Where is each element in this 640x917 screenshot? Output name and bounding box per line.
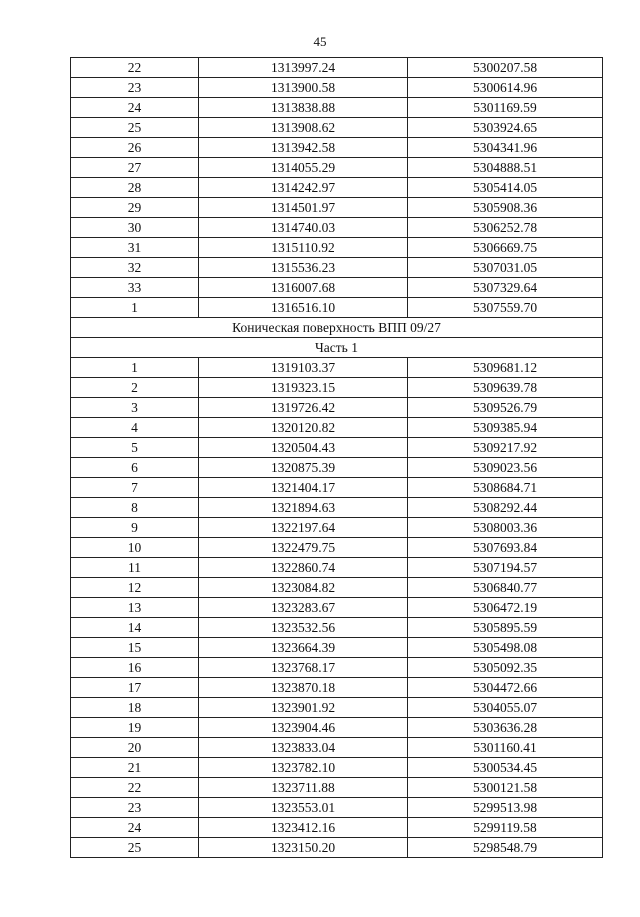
y-coordinate-cell: 5298548.79 [408, 838, 603, 858]
table-row [71, 118, 603, 138]
table-row [71, 578, 603, 598]
table-row [71, 58, 603, 78]
x-coordinate-cell: 1323664.39 [199, 638, 408, 658]
y-coordinate-cell: 5309385.94 [408, 418, 603, 438]
x-coordinate-cell: 1323084.82 [199, 578, 408, 598]
y-coordinate-cell: 5306252.78 [408, 218, 603, 238]
point-number-cell: 9 [71, 518, 199, 538]
y-coordinate-cell: 5304888.51 [408, 158, 603, 178]
table-row [71, 558, 603, 578]
table-row [71, 678, 603, 698]
point-number-cell: 33 [71, 278, 199, 298]
point-number-cell: 3 [71, 398, 199, 418]
point-number-cell: 11 [71, 558, 199, 578]
table-row [71, 238, 603, 258]
table-row [71, 178, 603, 198]
y-coordinate-cell: 5304341.96 [408, 138, 603, 158]
point-number-cell: 28 [71, 178, 199, 198]
y-coordinate-cell: 5309217.92 [408, 438, 603, 458]
point-number-cell: 17 [71, 678, 199, 698]
x-coordinate-cell: 1314242.97 [199, 178, 408, 198]
point-number-cell: 22 [71, 778, 199, 798]
table-row [71, 298, 603, 318]
coordinates-table [70, 57, 603, 858]
x-coordinate-cell: 1319323.15 [199, 378, 408, 398]
point-number-cell: 1 [71, 298, 199, 318]
point-number-cell: 16 [71, 658, 199, 678]
y-coordinate-cell: 5306840.77 [408, 578, 603, 598]
table-row [71, 358, 603, 378]
y-coordinate-cell: 5303924.65 [408, 118, 603, 138]
y-coordinate-cell: 5300121.58 [408, 778, 603, 798]
y-coordinate-cell: 5306669.75 [408, 238, 603, 258]
y-coordinate-cell: 5307559.70 [408, 298, 603, 318]
table-row [71, 798, 603, 818]
x-coordinate-cell: 1313838.88 [199, 98, 408, 118]
x-coordinate-cell: 1323711.88 [199, 778, 408, 798]
table-row [71, 398, 603, 418]
table-row [71, 518, 603, 538]
y-coordinate-cell: 5307194.57 [408, 558, 603, 578]
point-number-cell: 6 [71, 458, 199, 478]
table-row [71, 138, 603, 158]
y-coordinate-cell: 5300207.58 [408, 58, 603, 78]
point-number-cell: 21 [71, 758, 199, 778]
table-row [71, 78, 603, 98]
y-coordinate-cell: 5305414.05 [408, 178, 603, 198]
y-coordinate-cell: 5306472.19 [408, 598, 603, 618]
point-number-cell: 22 [71, 58, 199, 78]
x-coordinate-cell: 1323768.17 [199, 658, 408, 678]
point-number-cell: 29 [71, 198, 199, 218]
table-row [71, 418, 603, 438]
x-coordinate-cell: 1322860.74 [199, 558, 408, 578]
y-coordinate-cell: 5307693.84 [408, 538, 603, 558]
table-row [71, 458, 603, 478]
x-coordinate-cell: 1323901.92 [199, 698, 408, 718]
table-row [71, 438, 603, 458]
y-coordinate-cell: 5304055.07 [408, 698, 603, 718]
x-coordinate-cell: 1313942.58 [199, 138, 408, 158]
y-coordinate-cell: 5299513.98 [408, 798, 603, 818]
x-coordinate-cell: 1316007.68 [199, 278, 408, 298]
table-row [71, 838, 603, 858]
point-number-cell: 13 [71, 598, 199, 618]
table-row [71, 218, 603, 238]
y-coordinate-cell: 5304472.66 [408, 678, 603, 698]
x-coordinate-cell: 1321894.63 [199, 498, 408, 518]
y-coordinate-cell: 5301169.59 [408, 98, 603, 118]
x-coordinate-cell: 1313997.24 [199, 58, 408, 78]
table-row [71, 618, 603, 638]
point-number-cell: 20 [71, 738, 199, 758]
x-coordinate-cell: 1313900.58 [199, 78, 408, 98]
x-coordinate-cell: 1323412.16 [199, 818, 408, 838]
point-number-cell: 4 [71, 418, 199, 438]
table-row [71, 278, 603, 298]
point-number-cell: 24 [71, 98, 199, 118]
y-coordinate-cell: 5305895.59 [408, 618, 603, 638]
table-row [71, 98, 603, 118]
x-coordinate-cell: 1323904.46 [199, 718, 408, 738]
point-number-cell: 25 [71, 118, 199, 138]
y-coordinate-cell: 5299119.58 [408, 818, 603, 838]
x-coordinate-cell: 1319726.42 [199, 398, 408, 418]
coordinates-table-body [71, 58, 603, 858]
point-number-cell: 30 [71, 218, 199, 238]
x-coordinate-cell: 1315110.92 [199, 238, 408, 258]
point-number-cell: 31 [71, 238, 199, 258]
y-coordinate-cell: 5300614.96 [408, 78, 603, 98]
x-coordinate-cell: 1314055.29 [199, 158, 408, 178]
x-coordinate-cell: 1314740.03 [199, 218, 408, 238]
x-coordinate-cell: 1320875.39 [199, 458, 408, 478]
y-coordinate-cell: 5305908.36 [408, 198, 603, 218]
part-title-row [71, 338, 603, 358]
table-row [71, 658, 603, 678]
table-row [71, 158, 603, 178]
table-row [71, 478, 603, 498]
y-coordinate-cell: 5309681.12 [408, 358, 603, 378]
point-number-cell: 18 [71, 698, 199, 718]
x-coordinate-cell: 1323150.20 [199, 838, 408, 858]
y-coordinate-cell: 5307031.05 [408, 258, 603, 278]
point-number-cell: 2 [71, 378, 199, 398]
point-number-cell: 15 [71, 638, 199, 658]
point-number-cell: 32 [71, 258, 199, 278]
page-number: 45 [313, 34, 327, 49]
y-coordinate-cell: 5308003.36 [408, 518, 603, 538]
x-coordinate-cell: 1320504.43 [199, 438, 408, 458]
y-coordinate-cell: 5305092.35 [408, 658, 603, 678]
x-coordinate-cell: 1320120.82 [199, 418, 408, 438]
x-coordinate-cell: 1316516.10 [199, 298, 408, 318]
x-coordinate-cell: 1323553.01 [199, 798, 408, 818]
x-coordinate-cell: 1323870.18 [199, 678, 408, 698]
table-row [71, 818, 603, 838]
point-number-cell: 23 [71, 78, 199, 98]
point-number-cell: 8 [71, 498, 199, 518]
y-coordinate-cell: 5308684.71 [408, 478, 603, 498]
part-title: Часть 1 [71, 338, 603, 358]
point-number-cell: 12 [71, 578, 199, 598]
table-row [71, 738, 603, 758]
y-coordinate-cell: 5309526.79 [408, 398, 603, 418]
x-coordinate-cell: 1319103.37 [199, 358, 408, 378]
point-number-cell: 27 [71, 158, 199, 178]
x-coordinate-cell: 1322197.64 [199, 518, 408, 538]
table-row [71, 718, 603, 738]
y-coordinate-cell: 5309639.78 [408, 378, 603, 398]
x-coordinate-cell: 1314501.97 [199, 198, 408, 218]
point-number-cell: 7 [71, 478, 199, 498]
table-row [71, 638, 603, 658]
y-coordinate-cell: 5301160.41 [408, 738, 603, 758]
point-number-cell: 10 [71, 538, 199, 558]
table-row [71, 598, 603, 618]
table-row [71, 538, 603, 558]
y-coordinate-cell: 5308292.44 [408, 498, 603, 518]
table-row [71, 258, 603, 278]
point-number-cell: 5 [71, 438, 199, 458]
table-row [71, 758, 603, 778]
table-row [71, 378, 603, 398]
x-coordinate-cell: 1313908.62 [199, 118, 408, 138]
section-title-row [71, 318, 603, 338]
table-row [71, 778, 603, 798]
point-number-cell: 1 [71, 358, 199, 378]
x-coordinate-cell: 1321404.17 [199, 478, 408, 498]
y-coordinate-cell: 5307329.64 [408, 278, 603, 298]
y-coordinate-cell: 5303636.28 [408, 718, 603, 738]
x-coordinate-cell: 1323833.04 [199, 738, 408, 758]
table-row [71, 198, 603, 218]
point-number-cell: 19 [71, 718, 199, 738]
y-coordinate-cell: 5309023.56 [408, 458, 603, 478]
y-coordinate-cell: 5300534.45 [408, 758, 603, 778]
x-coordinate-cell: 1323782.10 [199, 758, 408, 778]
point-number-cell: 24 [71, 818, 199, 838]
point-number-cell: 23 [71, 798, 199, 818]
x-coordinate-cell: 1323283.67 [199, 598, 408, 618]
point-number-cell: 14 [71, 618, 199, 638]
x-coordinate-cell: 1322479.75 [199, 538, 408, 558]
table-row [71, 698, 603, 718]
section-title: Коническая поверхность ВПП 09/27 [71, 318, 603, 338]
x-coordinate-cell: 1323532.56 [199, 618, 408, 638]
x-coordinate-cell: 1315536.23 [199, 258, 408, 278]
table-row [71, 498, 603, 518]
y-coordinate-cell: 5305498.08 [408, 638, 603, 658]
point-number-cell: 26 [71, 138, 199, 158]
point-number-cell: 25 [71, 838, 199, 858]
